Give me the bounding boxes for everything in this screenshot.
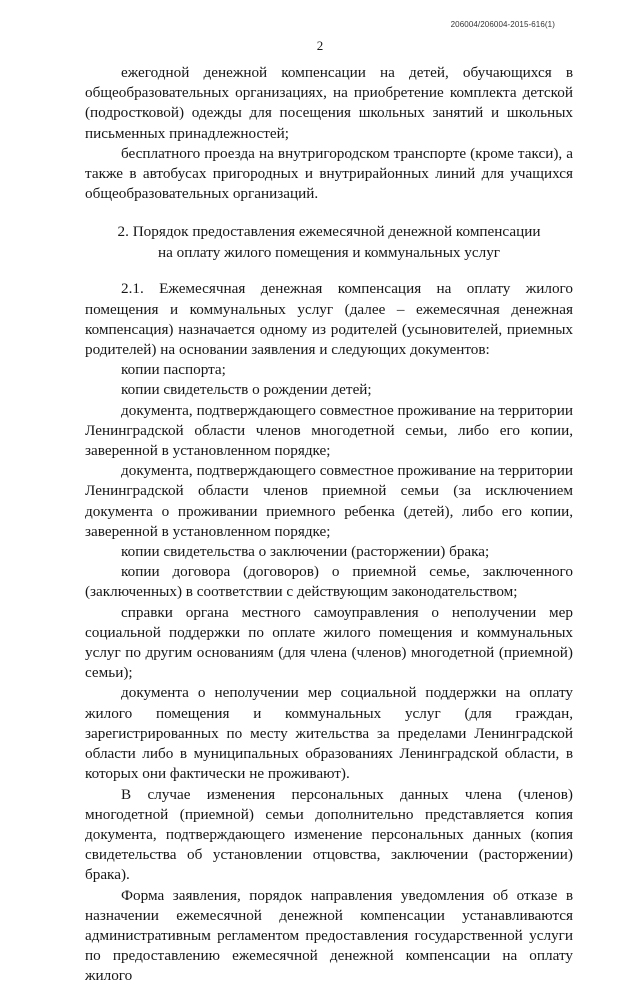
paragraph: копии паспорта; bbox=[121, 361, 226, 379]
section-heading-line: 2. Порядок предоставления ежемесячной денежной компенсации bbox=[117, 223, 541, 241]
intro-paragraph: бесплатного проезда на внутригородском транспорте (кроме такси), а также в автобусах пригородных и внутрирайонных линий для учащихся общеобразовательных организаций. bbox=[85, 144, 573, 203]
document-body bbox=[85, 63, 573, 987]
paragraph: копии договора (договоров) о приемной семье, заключенного (заключенных) в соответствии с действующим законодательством; bbox=[85, 563, 573, 601]
paragraph: 2.1. Ежемесячная денежная компенсация на оплату жилого помещения и коммунальных услуг (далее – ежемесячная денежная компенсация) назначается одному из родителей (усыновителей, приемных родителей) на основании заявления и следующих документов: bbox=[85, 280, 573, 359]
paragraph: документа о неполучении мер социальной поддержки на оплату жилого помещения и коммунальных услуг (для граждан, зарегистрированных по месту жительства за пределами Ленинградской области либо в муниципальных образованиях Ленинградской области, в которых они фактически не проживают). bbox=[85, 684, 573, 783]
paragraph: документа, подтверждающего совместное проживание на территории Ленинградской области членов многодетной семьи, либо его копии, заверенной в установленном порядке; bbox=[85, 401, 573, 460]
section-heading bbox=[85, 222, 573, 263]
paragraph: Форма заявления, порядок направления уведомления об отказе в назначении ежемесячной денежной компенсации устанавливаются административным регламентом предоставления государственной услуги по предоставлению ежемесячной денежной компенсации на оплату жилого bbox=[85, 886, 573, 985]
page-number: 2 bbox=[316, 38, 324, 53]
paragraph: справки органа местного самоуправления о неполучении мер социальной поддержки по оплате жилого помещения и коммунальных услуг по другим основаниям (для члена (членов) многодетной (приемной) семьи); bbox=[85, 603, 573, 682]
section-heading-line: на оплату жилого помещения и коммунальных услуг bbox=[157, 243, 501, 261]
intro-paragraph: ежегодной денежной компенсации на детей, обучающихся в общеобразовательных организациях, на приобретение комплекта детской (подростковой) одежды для посещения школьных занятий и школьных письменных принадлежностей; bbox=[85, 64, 573, 142]
paragraph: документа, подтверждающего совместное проживание на территории Ленинградской области членов приемной семьи (за исключением документа о проживании приемного ребенка (детей), либо его копии, заверенной в установленном порядке; bbox=[85, 462, 573, 540]
document-reference-number: 206004/206004-2015-616(1) bbox=[450, 20, 555, 29]
paragraph: копии свидетельств о рождении детей; bbox=[121, 381, 372, 399]
paragraph: копии свидетельства о заключении (расторжении) брака; bbox=[121, 543, 490, 561]
paragraph: В случае изменения персональных данных члена (членов) многодетной (приемной) семьи дополнительно представляется копия документа, подтверждающего изменение персональных данных (копия свидетельства об установлении отцовства, заключении (расторжении) брака). bbox=[85, 785, 573, 884]
